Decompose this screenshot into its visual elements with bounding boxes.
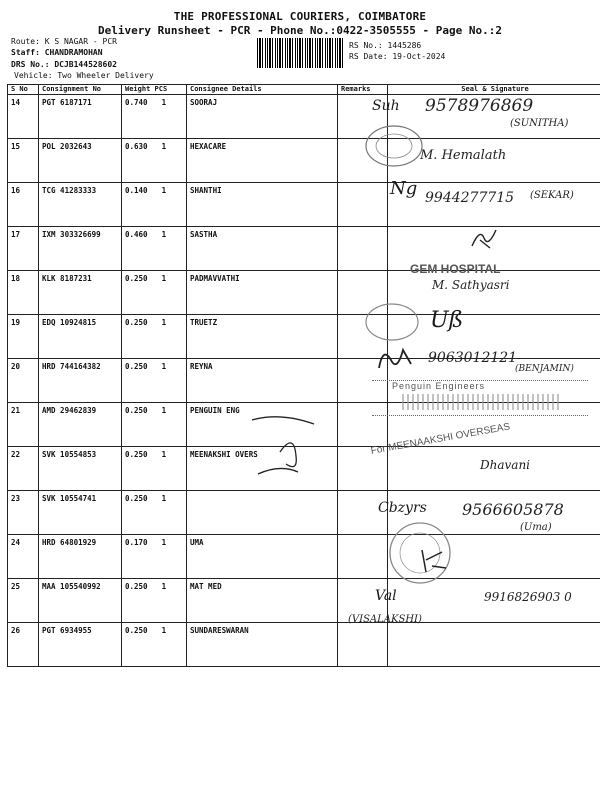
cell-weight bbox=[122, 271, 187, 315]
weight-value: 0.250 bbox=[125, 362, 148, 371]
col-weight-pcs bbox=[122, 85, 187, 95]
cell-consignee: MAT MED bbox=[187, 579, 338, 623]
weight-value: 0.250 bbox=[125, 406, 148, 415]
col-pcs: PCS bbox=[154, 85, 168, 93]
phone-24: 9566605878 bbox=[462, 500, 564, 519]
delivery-table bbox=[7, 84, 600, 667]
cell-consignment: PGT 6187171 bbox=[39, 95, 122, 139]
weight-value: 0.170 bbox=[125, 538, 148, 547]
cell-remarks bbox=[338, 623, 388, 667]
signature-26: Val bbox=[375, 588, 397, 604]
cell-weight bbox=[122, 491, 187, 535]
pcs-value: 1 bbox=[161, 230, 167, 239]
cell-consignment: HRD 744164382 bbox=[39, 359, 122, 403]
weight-value: 0.250 bbox=[125, 494, 148, 503]
cell-sno: 19 bbox=[8, 315, 39, 359]
cell-consignee: PADMAVVATHI bbox=[187, 271, 338, 315]
name-24: (Uma) bbox=[520, 522, 552, 533]
stamp-21 bbox=[372, 380, 588, 416]
cell-sno: 18 bbox=[8, 271, 39, 315]
table-row bbox=[8, 623, 600, 667]
cell-sno: 20 bbox=[8, 359, 39, 403]
signature-24: Cbzyrs bbox=[378, 500, 427, 516]
stamp-22: For MEENAAKSHI OVERSEAS bbox=[370, 421, 511, 457]
cell-consignment: AMD 29462839 bbox=[39, 403, 122, 447]
cell-consignment: HRD 64801929 bbox=[39, 535, 122, 579]
weight-value: 0.250 bbox=[125, 582, 148, 591]
pcs-value: 1 bbox=[161, 450, 167, 459]
weight-value: 0.460 bbox=[125, 230, 148, 239]
pcs-value: 1 bbox=[161, 494, 167, 503]
cell-consignee: UMA bbox=[187, 535, 338, 579]
cell-sno: 16 bbox=[8, 183, 39, 227]
cell-weight bbox=[122, 183, 187, 227]
pcs-value: 1 bbox=[161, 318, 167, 327]
col-consignee: Consignee Details bbox=[187, 85, 338, 95]
cell-sno: 15 bbox=[8, 139, 39, 183]
cell-sno: 24 bbox=[8, 535, 39, 579]
cell-consignee: MEENAKSHI OVERS bbox=[187, 447, 338, 491]
signature-16: Ng bbox=[390, 178, 418, 199]
name-18: M. Sathyasri bbox=[432, 278, 510, 292]
cell-weight bbox=[122, 315, 187, 359]
pcs-value: 1 bbox=[161, 274, 167, 283]
signature-19: Uß bbox=[430, 308, 464, 333]
cell-sno: 25 bbox=[8, 579, 39, 623]
cell-remarks bbox=[338, 227, 388, 271]
phone-16: 9944277715 bbox=[425, 190, 515, 206]
cell-consignee: SOORAJ bbox=[187, 95, 338, 139]
vehicle-label: Vehicle: Two Wheeler Delivery bbox=[14, 71, 154, 80]
pcs-value: 1 bbox=[161, 626, 167, 635]
pcs-value: 1 bbox=[161, 582, 167, 591]
pharmaceuticals-stamp bbox=[362, 124, 426, 168]
cell-consignee: HEXACARE bbox=[187, 139, 338, 183]
cell-consignee bbox=[187, 491, 338, 535]
staff-label: Staff: CHANDRAMOHAN bbox=[11, 48, 103, 57]
col-weight: Weight bbox=[125, 85, 151, 93]
name-26: (VISALAKSHI) bbox=[348, 614, 422, 625]
signature-20 bbox=[375, 342, 415, 372]
cell-seal-signature bbox=[388, 623, 600, 667]
cell-sno: 22 bbox=[8, 447, 39, 491]
cell-consignment: MAA 105540992 bbox=[39, 579, 122, 623]
phone-20: 9063012121 bbox=[428, 350, 518, 366]
cell-consignment: SVK 10554853 bbox=[39, 447, 122, 491]
phone-14: 9578976869 bbox=[425, 96, 534, 116]
weight-value: 0.250 bbox=[125, 274, 148, 283]
weight-value: 0.250 bbox=[125, 626, 148, 635]
cell-consignee: SASTHA bbox=[187, 227, 338, 271]
col-remarks: Remarks bbox=[338, 85, 388, 95]
pcs-value: 1 bbox=[161, 406, 167, 415]
cell-weight bbox=[122, 95, 187, 139]
cell-remarks bbox=[338, 535, 388, 579]
stamp-21-address bbox=[402, 394, 562, 410]
cell-consignee: SHANTHI bbox=[187, 183, 338, 227]
cell-consignment: POL 2032643 bbox=[39, 139, 122, 183]
cell-consignment: IXM 303326699 bbox=[39, 227, 122, 271]
cell-sno: 21 bbox=[8, 403, 39, 447]
pcs-value: 1 bbox=[161, 98, 167, 107]
barcode-image bbox=[257, 38, 343, 68]
pcs-value: 1 bbox=[161, 362, 167, 371]
cell-weight bbox=[122, 447, 187, 491]
cell-sno: 23 bbox=[8, 491, 39, 535]
cell-consignee: TRUETZ bbox=[187, 315, 338, 359]
cell-weight bbox=[122, 359, 187, 403]
signature-23: Dhavani bbox=[480, 458, 531, 472]
cell-sno: 26 bbox=[8, 623, 39, 667]
runsheet-title: Delivery Runsheet - PCR - Phone No.:0422-3505555 - Page No.:2 bbox=[98, 24, 502, 37]
signature-17 bbox=[470, 226, 500, 250]
pcs-value: 1 bbox=[161, 538, 167, 547]
cell-consignment: KLK 8187231 bbox=[39, 271, 122, 315]
rs-number: RS No.: 1445286 bbox=[349, 41, 422, 50]
signature-25 bbox=[420, 546, 450, 576]
weight-value: 0.250 bbox=[125, 318, 148, 327]
table-row bbox=[8, 271, 600, 315]
cell-remarks bbox=[338, 183, 388, 227]
signature-22 bbox=[250, 412, 320, 484]
route-label: Route: K S NAGAR - PCR bbox=[11, 37, 117, 46]
weight-value: 0.140 bbox=[125, 186, 148, 195]
cell-consignee: SUNDARESWARAN bbox=[187, 623, 338, 667]
name-14: (SUNITHA) bbox=[510, 118, 569, 129]
col-sno: S No bbox=[8, 85, 39, 95]
cell-consignment: PGT 6934955 bbox=[39, 623, 122, 667]
cell-weight bbox=[122, 579, 187, 623]
col-seal-signature: Seal & Signature bbox=[388, 85, 600, 95]
cell-consignment: SVK 10554741 bbox=[39, 491, 122, 535]
stamp-21-title: Penguin Engineers bbox=[392, 381, 486, 391]
cell-consignment: TCG 41283333 bbox=[39, 183, 122, 227]
drs-label: DRS No.: DCJB144528602 bbox=[11, 60, 117, 69]
table-row bbox=[8, 139, 600, 183]
weight-value: 0.250 bbox=[125, 450, 148, 459]
cell-weight bbox=[122, 623, 187, 667]
cell-weight bbox=[122, 139, 187, 183]
name-15: M. Hemalath bbox=[420, 148, 507, 163]
signature-14: Suh bbox=[372, 98, 400, 114]
table-header-row bbox=[8, 85, 600, 95]
col-consignment: Consignment No bbox=[39, 85, 122, 95]
rs-date: RS Date: 19-Oct-2024 bbox=[349, 52, 446, 61]
weight-value: 0.630 bbox=[125, 142, 148, 151]
table-row bbox=[8, 535, 600, 579]
stamp-19 bbox=[362, 302, 422, 342]
table-row bbox=[8, 227, 600, 271]
cell-weight bbox=[122, 535, 187, 579]
name-16: (SEKAR) bbox=[530, 190, 574, 201]
stamp-18: GEM HOSPITAL bbox=[410, 262, 501, 276]
name-20: (BENJAMIN) bbox=[515, 364, 574, 374]
cell-weight bbox=[122, 227, 187, 271]
company-title: THE PROFESSIONAL COURIERS, COIMBATORE bbox=[173, 10, 427, 23]
cell-sno: 17 bbox=[8, 227, 39, 271]
pcs-value: 1 bbox=[161, 142, 167, 151]
cell-consignee: REYNA bbox=[187, 359, 338, 403]
cell-consignment: EDQ 10924815 bbox=[39, 315, 122, 359]
phone-26: 9916826903 0 bbox=[484, 590, 572, 604]
weight-value: 0.740 bbox=[125, 98, 148, 107]
cell-weight bbox=[122, 403, 187, 447]
cell-consignee: PENGUIN ENG bbox=[187, 403, 338, 447]
pcs-value: 1 bbox=[161, 186, 167, 195]
cell-sno: 14 bbox=[8, 95, 39, 139]
